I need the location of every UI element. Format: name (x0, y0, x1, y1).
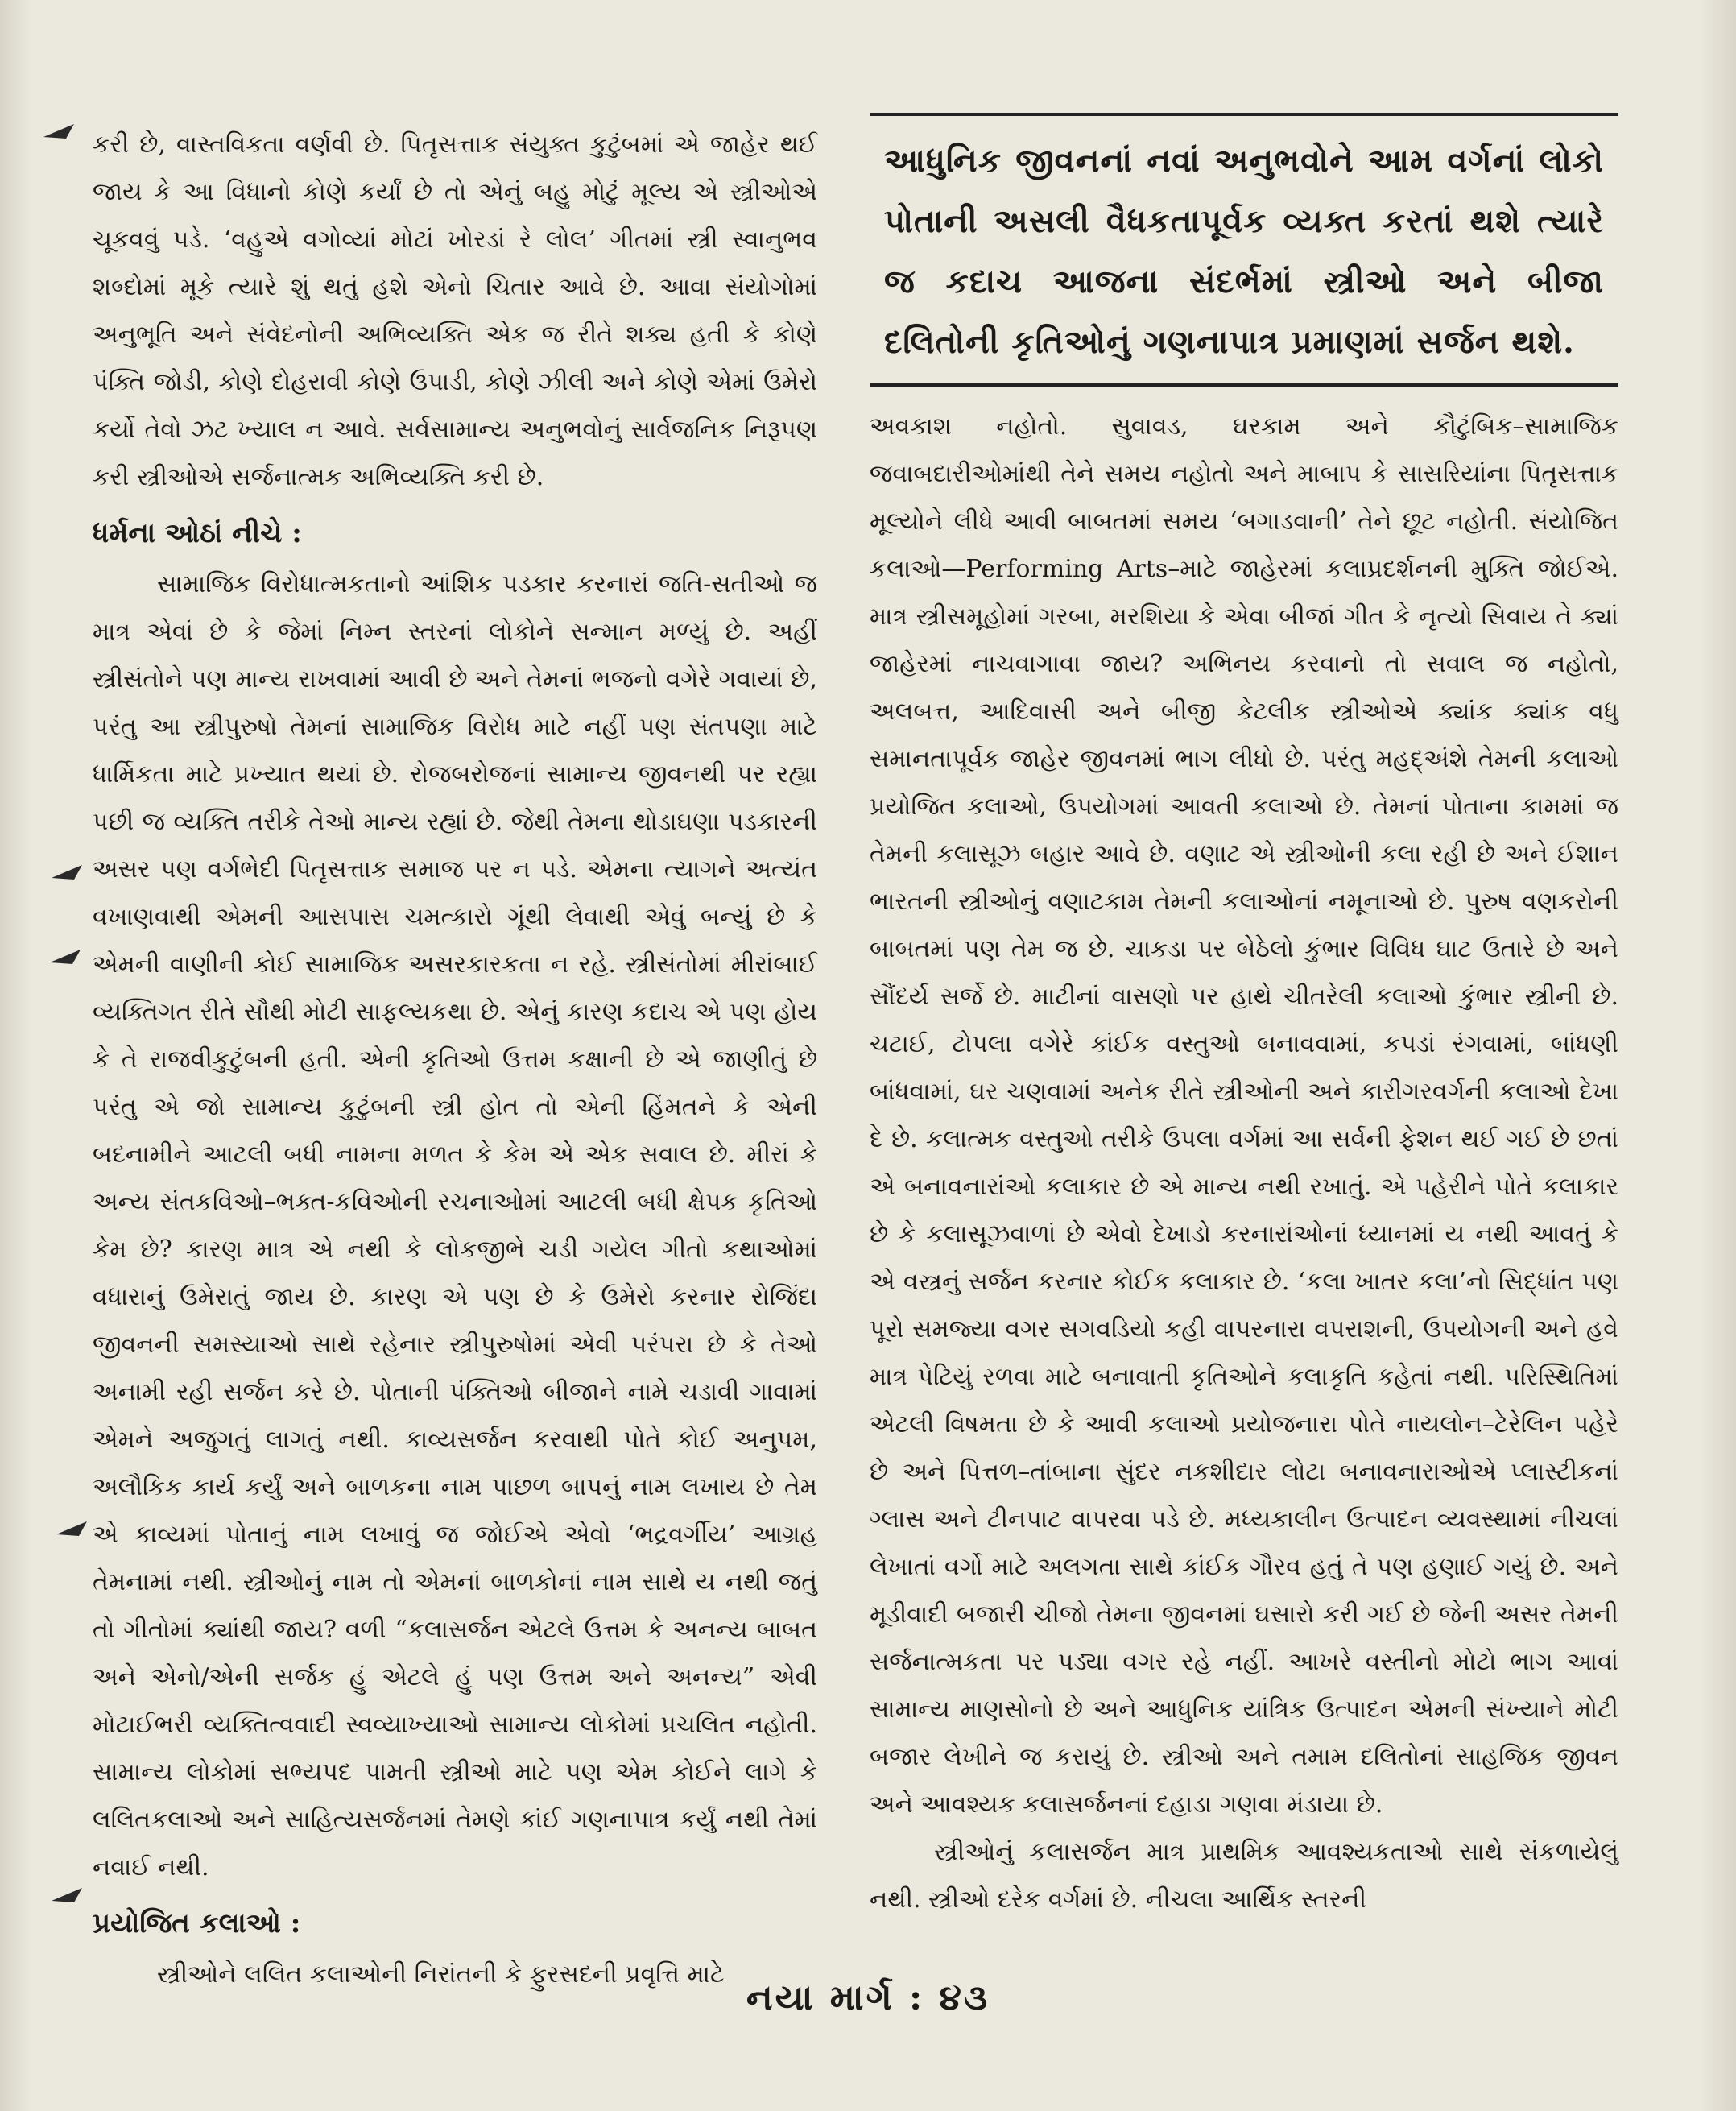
margin-mark-5 (50, 1885, 87, 1906)
margin-mark-4 (55, 1518, 92, 1539)
page-footer: નયા માર્ગ : ૪૩ (746, 1977, 990, 2018)
section-heading-dharma: ધર્મના ઓઠાં નીચે : (93, 517, 302, 549)
section-heading-prayojit: પ્રયોજિત કલાઓ : (93, 1907, 301, 1939)
left-paragraph-3: સ્ત્રીઓને લલિત કલાઓની નિરાંતની કે ફુરસદની પ્રવૃત્તિ માટે (157, 1960, 725, 1989)
right-paragraph-2: સ્ત્રીઓનું કલાસર્જન માત્ર પ્રાથમિક આવશ્યકતાઓ સાથે સંકળાયેલું નથી. સ્ત્રીઓ દરેક વર્ગમાં છે. નીચલા આર્થિક સ્તરની (870, 1838, 1618, 1914)
left-column (93, 121, 817, 1998)
pull-quote-box (870, 113, 1618, 387)
margin-mark-2 (50, 862, 87, 883)
margin-mark-3 (48, 946, 85, 967)
right-column (870, 113, 1618, 1923)
left-intro-paragraph: કરી છે, વાસ્તવિકતા વર્ણવી છે. પિતૃસત્તાક સંયુક્ત કુટુંબમાં એ જાહેર થઈ જાય કે આ વિધાનો કોણે કર્યાં છે તો એનું બહુ મોટું મૂલ્ય એ સ્ત્રીઓએ ચૂકવવું પડે. ‘વહુએ વગોવ્યાં મોટાં ખોરડાં રે લોલ’ ગીતમાં સ્ત્રી સ્વાનુભવ શબ્દોમાં મૂકે ત્યારે શું થતું હશે એનો ચિતાર આવે છે. આવા સંયોગોમાં અનુભૂતિ અને સંવેદનોની અભિવ્યક્તિ એક જ રીતે શક્ય હતી કે કોણે પંક્તિ જોડી, કોણે દોહરાવી કોણે ઉપાડી, કોણે ઝીલી અને કોણે એમાં ઉમેરો કર્યો તેવો ઝટ ખ્યાલ ન આવે. સર્વસામાન્ય અનુભવોનું સાર્વજનિક નિરૂપણ કરી સ્ત્રીઓએ સર્જનાત્મક અભિવ્યક્તિ કરી છે. (93, 130, 817, 491)
pull-quote-text: આધુનિક જીવનનાં નવાં અનુભવોને આમ વર્ગનાં લોકો પોતાની અસલી વૈધકતાપૂર્વક વ્યક્ત કરતાં થશે ત્યારે જ કદાચ આજના સંદર્ભમાં સ્ત્રીઓ અને બીજા દલિતોની કૃતિઓનું ગણનાપાત્ર પ્રમાણમાં સર્જન થશે. (884, 142, 1604, 361)
left-paragraph-2: સામાજિક વિરોધાત્મકતાનો આંશિક પડકાર કરનારાં જતિ-સતીઓ જ માત્ર એવાં છે કે જેમાં નિમ્ન સ્તરનાં લોકોને સન્માન મળ્યું છે. અહીં સ્ત્રીસંતોને પણ માન્ય રાખવામાં આવી છે અને તેમનાં ભજનો વગેરે ગવાયાં છે, પરંતુ આ સ્ત્રીપુરુષો તેમનાં સામાજિક વિરોધ માટે નહીં પણ સંતપણા માટે ધાર્મિકતા માટે પ્રખ્યાત થયાં છે. રોજબરોજનાં સામાન્ય જીવનથી પર રહ્યા પછી જ વ્યક્તિ તરીકે તેઓ માન્ય રહ્યાં છે. જેથી તેમના થોડાઘણા પડકારની અસર પણ વર્ગભેદી પિતૃસત્તાક સમાજ પર ન પડે. એમના ત્યાગને અત્યંત વખાણવાથી એમની આસપાસ ચમત્કારો ગૂંથી લેવાથી એવું બન્યું છે કે એમની વાણીની કોઈ સામાજિક અસરકારકતા ન રહે. સ્ત્રીસંતોમાં મીરાંબાઈ વ્યક્તિગત રીતે સૌથી મોટી સાફલ્યકથા છે. એનું કારણ કદાચ એ પણ હોય કે તે રાજવીકુટુંબની હતી. એની કૃતિઓ ઉત્તમ કક્ષાની છે એ જાણીતું છે પરંતુ એ જો સામાન્ય કુટુંબની સ્ત્રી હોત તો એની હિંમતને કે એની બદનામીને આટલી બધી નામના મળત કે કેમ એ એક સવાલ છે. મીરાં કે અન્ય સંતકવિઓ–ભક્ત-કવિઓની રચનાઓમાં આટલી બધી ક્ષેપક કૃતિઓ કેમ છે? કારણ માત્ર એ નથી કે લોકજીભે ચડી ગયેલ ગીતો કથાઓમાં વધારાનું ઉમેરાતું જાય છે. કારણ એ પણ છે કે ઉમેરો કરનાર રોજિંદા જીવનની સમસ્યાઓ સાથે રહેનાર સ્ત્રીપુરુષોમાં એવી પરંપરા છે કે તેઓ અનામી રહી સર્જન કરે છે. પોતાની પંક્તિઓ બીજાને નામે ચડાવી ગાવામાં એમને અજુગતું લાગતું નથી. કાવ્યસર્જન કરવાથી પોતે કોઈ અનુપમ, અલૌકિક કાર્ય કર્યું અને બાળકના નામ પાછળ બાપનું નામ લખાય છે તેમ એ કાવ્યમાં પોતાનું નામ લખાવું જ જોઈએ એવો ‘ભદ્રવર્ગીય’ આગ્રહ તેમનામાં નથી. સ્ત્રીઓનું નામ તો એમનાં બાળકોનાં નામ સાથે ય નથી જતું તો ગીતોમાં ક્યાંથી જાય? વળી “કલાસર્જન એટલે ઉત્તમ કે અનન્ય બાબત અને એનો/એની સર્જક હું એટલે હું પણ ઉત્તમ અને અનન્ય” એવી મોટાઈભરી વ્યક્તિત્વવાદી સ્વવ્યાખ્યાઓ સામાન્ય લોકોમાં પ્રચલિત નહોતી. સામાન્ય લોકોમાં સભ્યપદ પામતી સ્ત્રીઓ માટે પણ એમ કોઈને લાગે કે લલિતકલાઓ અને સાહિત્યસર્જનમાં તેમણે કાંઈ ગણનાપાત્ર કર્યું નથી તેમાં નવાઈ નથી. (93, 570, 817, 1881)
margin-mark-1 (42, 121, 79, 142)
right-paragraph-1: અવકાશ નહોતો. સુવાવડ, ઘરકામ અને કૌટુંબિક–સામાજિક જવાબદારીઓમાંથી તેને સમય નહોતો અને માબાપ કે સાસરિયાંના પિતૃસત્તાક મૂલ્યોને લીધે આવી બાબતમાં સમય ‘બગાડવાની’ તેને છૂટ નહોતી. સંયોજિત કલાઓ—Performing Arts–માટે જાહેરમાં કલાપ્રદર્શનની મુક્તિ જોઈએ. માત્ર સ્ત્રીસમૂહોમાં ગરબા, મરશિયા કે એવા બીજાં ગીત કે નૃત્યો સિવાય તે ક્યાં જાહેરમાં નાચવાગાવા જાય? અભિનય કરવાનો તો સવાલ જ નહોતો, અલબત્ત, આદિવાસી અને બીજી કેટલીક સ્ત્રીઓએ ક્યાંક ક્યાંક વધુ સમાનતાપૂર્વક જાહેર જીવનમાં ભાગ લીધો છે. પરંતુ મહદ્અંશે તેમની કલાઓ પ્રયોજિત કલાઓ, ઉપયોગમાં આવતી કલાઓ છે. તેમનાં પોતાના કામમાં જ તેમની કલાસૂઝ બહાર આવે છે. વણાટ એ સ્ત્રીઓની કલા રહી છે અને ઈશાન ભારતની સ્ત્રીઓનું વણાટકામ તેમની કલાઓનાં નમૂનાઓ છે. પુરુષ વણકરોની બાબતમાં પણ તેમ જ છે. ચાકડા પર બેઠેલો કુંભાર વિવિધ ઘાટ ઉતારે છે અને સૌંદર્ય સર્જે છે. માટીનાં વાસણો પર હાથે ચીતરેલી કલાઓ કુંભાર સ્ત્રીની છે. ચટાઈ, ટોપલા વગેરે કાંઈક વસ્તુઓ બનાવવામાં, કપડાં રંગવામાં, બાંધણી બાંધવામાં, ઘર ચણવામાં અનેક રીતે સ્ત્રીઓની અને કારીગરવર્ગની કલાઓ દેખા દે છે. કલાત્મક વસ્તુઓ તરીકે ઉપલા વર્ગમાં આ સર્વની ફેશન થઈ ગઈ છે છતાં એ બનાવનારાંઓ કલાકાર છે એ માન્ય નથી રખાતું. એ પહેરીને પોતે કલાકાર છે કે કલાસૂઝવાળાં છે એવો દેખાડો કરનારાંઓનાં ધ્યાનમાં ય નથી આવતું કે એ વસ્ત્રનું સર્જન કરનાર કોઈક કલાકાર છે. ‘કલા ખાતર કલા’નો સિદ્ધાંત પણ પૂરો સમજ્યા વગર સગવડિયો કહી વાપરનારા વપરાશની, ઉપયોગની અને હવે માત્ર પેટિયું રળવા માટે બનાવાતી કૃતિઓને કલાકૃતિ કહેતાં નથી. પરિસ્થિતિમાં એટલી વિષમતા છે કે આવી કલાઓ પ્રયોજનારા પોતે નાયલોન–ટેરેલિન પહેરે છે અને પિત્તળ–તાંબાના સુંદર નકશીદાર લોટા બનાવનારાઓએ પ્લાસ્ટીકનાં ગ્લાસ અને ટીનપાટ વાપરવા પડે છે. મધ્યકાલીન ઉત્પાદન વ્યવસ્થામાં નીચલાં લેખાતાં વર્ગો માટે અલગતા સાથે કાંઈક ગૌરવ હતું તે પણ હણાઈ ગયું છે. અને મૂડીવાદી બજારી ચીજો તેમના જીવનમાં ઘસારો કરી ગઈ છે જેની અસર તેમની સર્જનાત્મકતા પર પડ્યા વગર રહે નહીં. આખરે વસ્તીનો મોટો ભાગ આવાં સામાન્ય માણસોનો છે અને આધુનિક યાંત્રિક ઉત્પાદન એમની સંખ્યાને મોટી બજાર લેખીને જ કરાયું છે. સ્ત્રીઓ અને તમામ દલિતોનાં સાહજિક જીવન અને આવશ્યક કલાસર્જનનાં દહાડા ગણવા મંડાયા છે. (870, 412, 1618, 1819)
